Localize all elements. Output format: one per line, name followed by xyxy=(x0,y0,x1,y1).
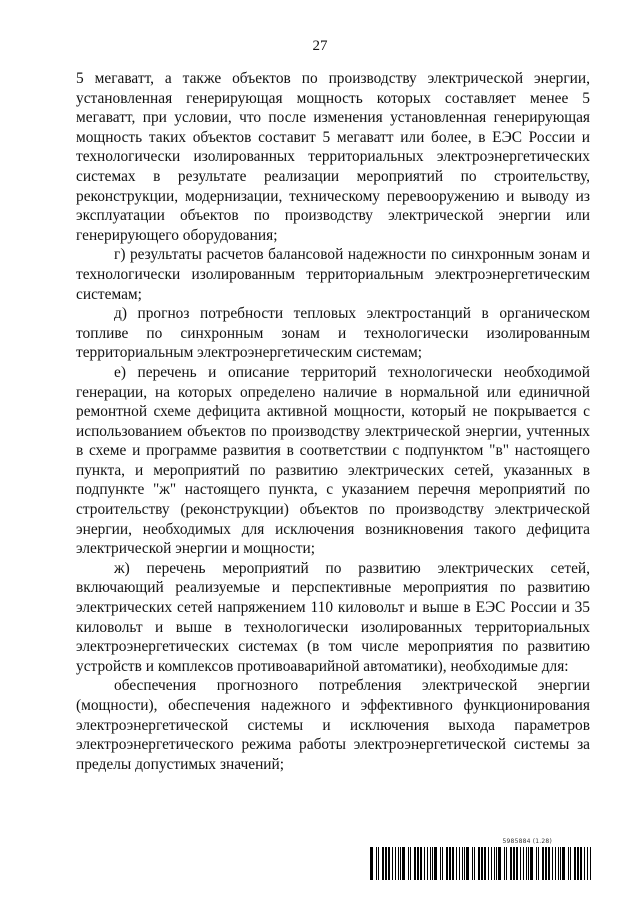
paragraph-subitem: обеспечения прогнозного потребления электрической энергии (мощности), обеспечения надежного и эффективного функционирования электроэнергетической системы и исключения выхода параметров электроэнергетического режима работы электроэнергетической системы за пределы допустимых значений; xyxy=(76,677,590,773)
paragraph-item-d: д) прогноз потребности тепловых электростанций в органическом топливе по синхронным зонам и технологически изолированным территориальным электроэнергетическим системам; xyxy=(76,305,590,362)
paragraph-item-g: г) результаты расчетов балансовой надежности по синхронным зонам и технологически изолированным территориальным электроэнергетическим системам; xyxy=(76,246,590,303)
paragraph-item-zh: ж) перечень мероприятий по развитию электрических сетей, включающий реализуемые и перспективные мероприятия по развитию электрических сетей напряжением 110 киловольт и выше в ЕЭС России и 35 киловольт и выше в технологически изолированных территориальных электроэнергетических системах (в том числе мероприятия по развитию устройств и комплексов противоаварийной автоматики), необходимые для: xyxy=(76,559,590,675)
paragraph-continuation: 5 мегаватт, а также объектов по производству электрической энергии, установленная генерирующая мощность которых составляет менее 5 мегаватт, при условии, что после изменения установленная генерирующая мощность таких объектов составит 5 мегаватт или более, в ЕЭС России и технологически изолированных территориальных электроэнергетических системах в результате реализации мероприятий по строительству, реконструкции, модернизации, техническому перевооружению и выводу из эксплуатации объектов по производству электрической энергии или генерирующего оборудования; xyxy=(76,70,590,244)
barcode-icon xyxy=(370,847,592,880)
document-barcode xyxy=(370,838,592,882)
barcode-caption: 5985884 (1.28) xyxy=(502,838,552,845)
page-number: 27 xyxy=(312,38,328,54)
paragraph-item-e: е) перечень и описание территорий технологически необходимой генерации, на которых определено наличие в нормальной или единичной ремонтной схеме дефицита активной мощности, который не покрывается с использованием объектов по производству электрической энергии, учтенных в схеме и программе развития в соответствии с подпунктом "в" настоящего пункта, и мероприятий по развитию электрических сетей, указанных в подпункте "ж" настоящего пункта, с указанием перечня мероприятий по строительству (реконструкции) объектов по производству электрической энергии, необходимых для исключения возникновения такого дефицита электрической энергии и мощности; xyxy=(76,363,590,558)
document-body xyxy=(76,69,590,774)
